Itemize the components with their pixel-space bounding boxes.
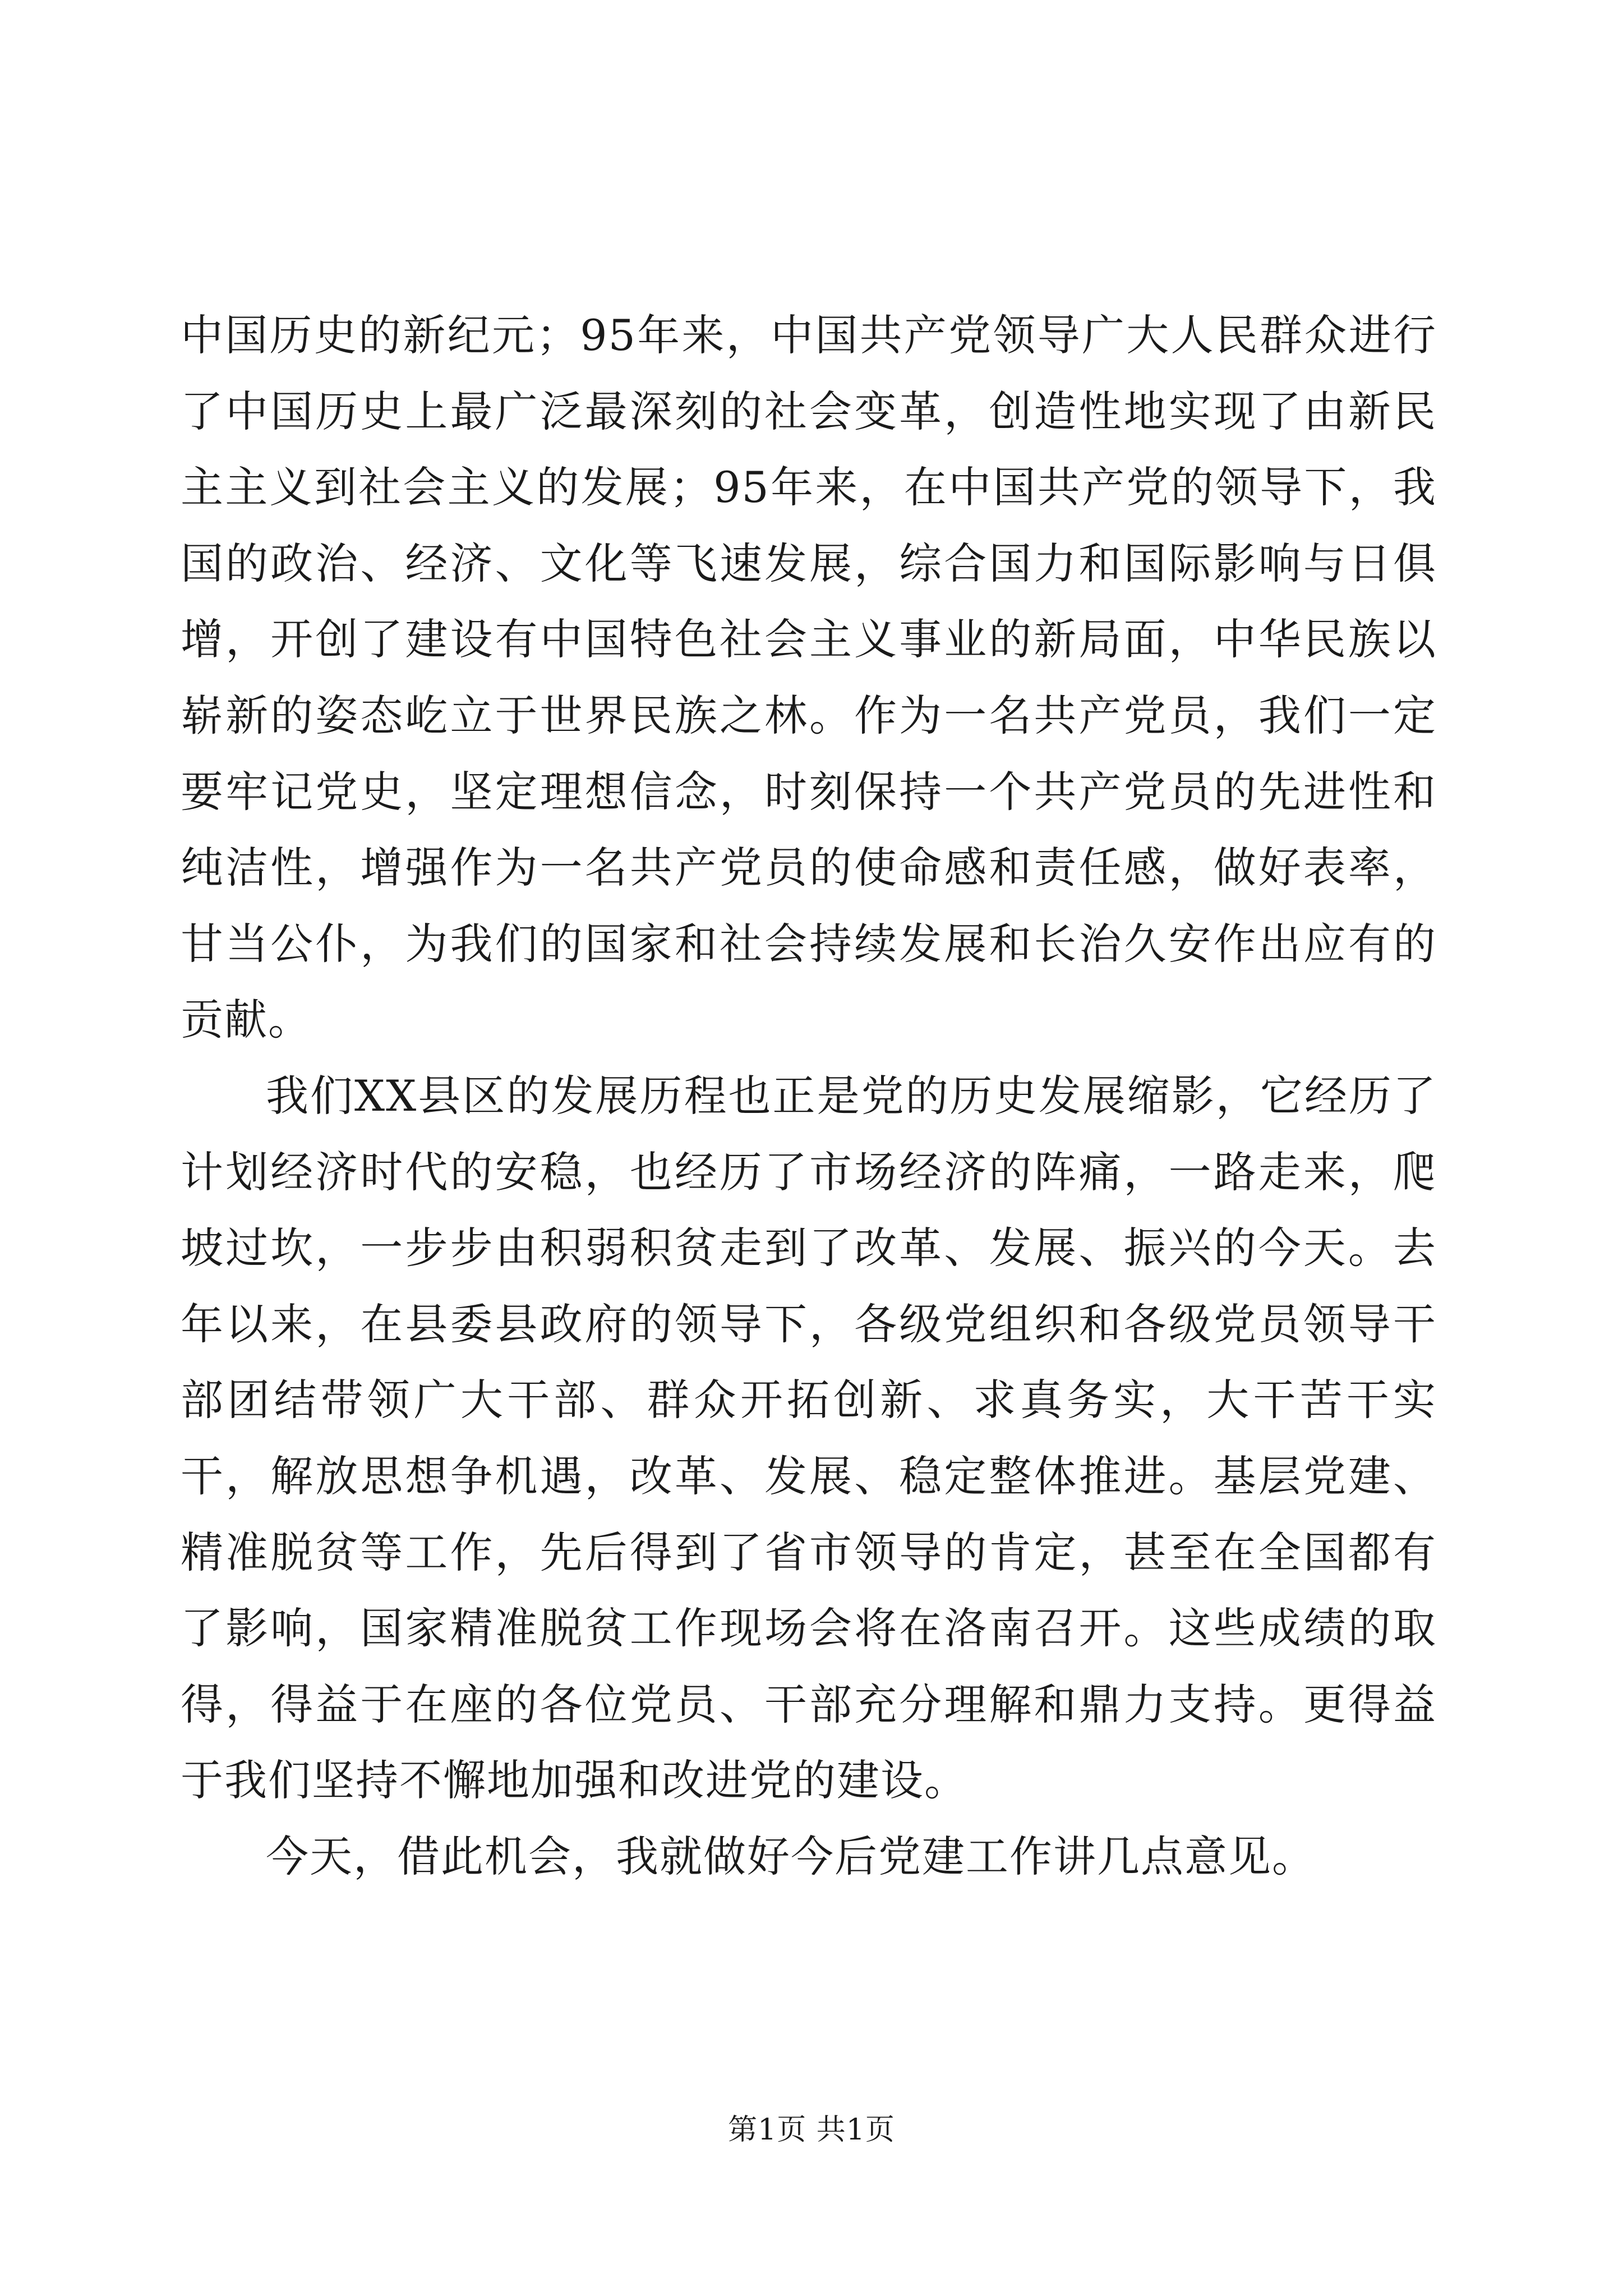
paragraph-3: 今天，借此机会，我就做好今后党建工作讲几点意见。	[266, 1831, 1316, 1881]
page-footer: 第1页 共1页	[728, 2113, 895, 2147]
document-body	[181, 297, 1437, 1894]
paragraph-1: 中国历史的新纪元；95年来，中国共产党领导广大人民群众进行了中国历史上最广泛最深刻的社会变革，创造性地实现了由新民主主义到社会主义的发展；95年来，在中国共产党的领导下，我国的政治、经济、文化等飞速发展，综合国力和国际影响与日俱增，开创了建设有中国特色社会主义事业的新局面，中华民族以崭新的姿态屹立于世界民族之林。作为一名共产党员，我们一定要牢记党史，坚定理想信念，时刻保持一个共产党员的先进性和纯洁性，增强作为一名共产党员的使命感和责任感，做好表率，甘当公仆，为我们的国家和社会持续发展和长治久安作出应有的贡献。	[181, 310, 1437, 1045]
paragraph-2: 我们XX县区的发展历程也正是党的历史发展缩影，它经历了计划经济时代的安稳，也经历了市场经济的阵痛，一路走来，爬坡过坎，一步步由积弱积贫走到了改革、发展、振兴的今天。去年以来，在县委县政府的领导下，各级党组织和各级党员领导干部团结带领广大干部、群众开拓创新、求真务实，大干苦干实干，解放思想争机遇，改革、发展、稳定整体推进。基层党建、精准脱贫等工作，先后得到了省市领导的肯定，甚至在全国都有了影响，国家精准脱贫工作现场会将在洛南召开。这些成绩的取得，得益于在座的各位党员、干部充分理解和鼎力支持。更得益于我们坚持不懈地加强和改进党的建设。	[181, 1070, 1437, 1806]
